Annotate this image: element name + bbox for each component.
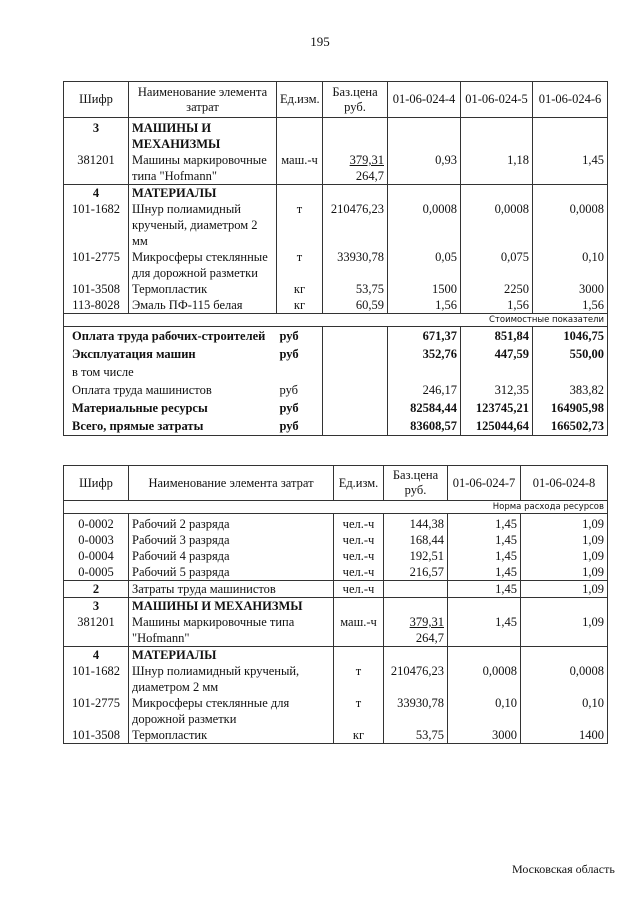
resource-code: 4 xyxy=(64,185,129,202)
norm-value: 1,45 xyxy=(533,152,608,185)
cost-value xyxy=(461,363,533,381)
header-col: 01-06-024-5 xyxy=(461,82,533,118)
header-col: 01-06-024-4 xyxy=(388,82,461,118)
norm-value: 3000 xyxy=(448,727,521,744)
resource-code: 101-3508 xyxy=(64,281,129,297)
cost-value: 447,59 xyxy=(461,345,533,363)
resource-code: 101-1682 xyxy=(64,201,129,249)
unit: чел.-ч xyxy=(334,514,384,533)
cost-row xyxy=(64,363,608,381)
norm-value xyxy=(448,647,521,664)
cost-label: Стоимостные показатели xyxy=(64,314,608,327)
resource-code: 101-1682 xyxy=(64,663,129,695)
norm-value xyxy=(448,598,521,615)
norm-value: 1,09 xyxy=(521,564,608,581)
cost-value: 671,37 xyxy=(388,327,461,346)
base-price xyxy=(384,514,448,533)
cost-name: Всего, прямые затраты xyxy=(64,417,277,436)
cost-value: 83608,57 xyxy=(388,417,461,436)
base-price xyxy=(323,118,388,153)
header-unit: Ед.изм. xyxy=(334,466,384,501)
norm-value xyxy=(521,647,608,664)
table-row xyxy=(64,532,608,548)
table-row xyxy=(64,201,608,249)
unit xyxy=(334,598,384,615)
norm-value: 0,10 xyxy=(448,695,521,727)
table-row xyxy=(64,514,608,533)
table-row xyxy=(64,663,608,695)
resource-code: 0-0002 xyxy=(64,514,129,533)
base-price xyxy=(384,548,448,564)
resource-name: Рабочий 4 разряда xyxy=(129,548,334,564)
resource-code: 113-8028 xyxy=(64,297,129,314)
cost-row xyxy=(64,381,608,399)
cost-row xyxy=(64,417,608,436)
norm-value: 0,0008 xyxy=(533,201,608,249)
norm-value xyxy=(533,118,608,153)
cost-name: Материальные ресурсы xyxy=(64,399,277,417)
cost-value xyxy=(388,363,461,381)
base-price xyxy=(384,727,448,744)
resource-code: 101-3508 xyxy=(64,727,129,744)
norm-value: 1500 xyxy=(388,281,461,297)
norm-value xyxy=(533,185,608,202)
base-price xyxy=(384,614,448,647)
norm-value xyxy=(388,185,461,202)
unit: чел.-ч xyxy=(334,532,384,548)
base-price-empty xyxy=(323,417,388,436)
base-price-value: 33930,78 xyxy=(337,250,384,264)
header-price: Баз.цена руб. xyxy=(323,82,388,118)
norm-value: 1400 xyxy=(521,727,608,744)
resource-name: Машины маркировочные типа "Hofmann" xyxy=(129,614,334,647)
resource-name: Шнур полиамидный крученый, диаметром 2 мм xyxy=(129,663,334,695)
base-price-value: 60,59 xyxy=(355,298,384,312)
norm-label: Норма расхода ресурсов xyxy=(64,501,608,514)
base-price-value: 210476,23 xyxy=(390,664,444,678)
resource-name: МАТЕРИАЛЫ xyxy=(129,647,334,664)
norm-value xyxy=(461,118,533,153)
resource-code: 381201 xyxy=(64,152,129,185)
table-row xyxy=(64,614,608,647)
resource-name: Термопластик xyxy=(129,727,334,744)
base-price xyxy=(384,532,448,548)
base-price xyxy=(323,152,388,185)
cost-unit: руб xyxy=(277,381,323,399)
base-price-value: 210476,23 xyxy=(330,202,384,216)
base-price-value: 144,38 xyxy=(409,517,444,531)
base-price-secondary: 264,7 xyxy=(355,169,384,183)
norm-value: 1,56 xyxy=(461,297,533,314)
cost-label-row xyxy=(64,314,608,327)
norm-value: 0,0008 xyxy=(461,201,533,249)
resource-code: 3 xyxy=(64,598,129,615)
cost-name: Эксплуатация машин xyxy=(64,345,277,363)
norm-value: 1,45 xyxy=(448,532,521,548)
norm-value: 1,09 xyxy=(521,514,608,533)
section-row xyxy=(64,185,608,202)
cost-value: 352,76 xyxy=(388,345,461,363)
resource-name: Микросферы стеклянные для дорожной разметки xyxy=(129,249,277,281)
base-price-value: 216,57 xyxy=(409,565,444,579)
resource-code: 101-2775 xyxy=(64,695,129,727)
unit: маш.-ч xyxy=(334,614,384,647)
norm-value: 0,0008 xyxy=(448,663,521,695)
cost-name: Оплата труда рабочих-строителей xyxy=(64,327,277,346)
resource-code: 381201 xyxy=(64,614,129,647)
norm-value: 1,56 xyxy=(533,297,608,314)
table-row xyxy=(64,581,608,598)
resource-name: Рабочий 2 разряда xyxy=(129,514,334,533)
header-code: Шифр xyxy=(64,466,129,501)
table-row xyxy=(64,695,608,727)
cost-value: 246,17 xyxy=(388,381,461,399)
base-price-secondary: 264,7 xyxy=(415,631,444,645)
resource-name: Микросферы стеклянные для дорожной разметки xyxy=(129,695,334,727)
cost-value: 851,84 xyxy=(461,327,533,346)
table-row xyxy=(64,727,608,744)
norm-value: 1,45 xyxy=(448,581,521,598)
cost-unit: руб xyxy=(277,345,323,363)
cost-value: 166502,73 xyxy=(533,417,608,436)
cost-value: 125044,64 xyxy=(461,417,533,436)
resource-name: МАШИНЫ И МЕХАНИЗМЫ xyxy=(129,118,277,153)
base-price xyxy=(384,663,448,695)
resource-name: Эмаль ПФ-115 белая xyxy=(129,297,277,314)
table-header xyxy=(64,82,608,118)
resource-code: 3 xyxy=(64,118,129,153)
cost-value xyxy=(533,363,608,381)
table-header xyxy=(64,466,608,501)
footer-region: Московская область xyxy=(512,862,615,876)
resource-name: Термопластик xyxy=(129,281,277,297)
norm-value: 1,09 xyxy=(521,581,608,598)
header-code: Шифр xyxy=(64,82,129,118)
resource-name: Рабочий 5 разряда xyxy=(129,564,334,581)
base-price-empty xyxy=(323,381,388,399)
table-row xyxy=(64,297,608,314)
unit: т xyxy=(334,663,384,695)
header-price: Баз.цена руб. xyxy=(384,466,448,501)
unit: т xyxy=(277,249,323,281)
base-price-empty xyxy=(323,345,388,363)
section-row xyxy=(64,647,608,664)
cost-unit xyxy=(277,363,323,381)
unit: чел.-ч xyxy=(334,581,384,598)
norm-value xyxy=(461,185,533,202)
resource-table-2 xyxy=(63,465,608,744)
unit: т xyxy=(277,201,323,249)
unit: кг xyxy=(334,727,384,744)
resource-name: Машины маркировочные типа "Hofmann" xyxy=(129,152,277,185)
cost-value: 123745,21 xyxy=(461,399,533,417)
resource-name: МАТЕРИАЛЫ xyxy=(129,185,277,202)
unit xyxy=(277,185,323,202)
norm-value xyxy=(388,118,461,153)
cost-value: 383,82 xyxy=(533,381,608,399)
base-price xyxy=(384,598,448,615)
base-price-empty xyxy=(323,399,388,417)
resource-name: Шнур полиамидный крученый, диаметром 2 мм xyxy=(129,201,277,249)
header-name: Наименование элемента затрат xyxy=(129,466,334,501)
table-row xyxy=(64,281,608,297)
base-price-value: 379,31 xyxy=(409,615,444,629)
header-col: 01-06-024-8 xyxy=(521,466,608,501)
base-price xyxy=(384,581,448,598)
resource-code: 0-0005 xyxy=(64,564,129,581)
norm-label-row xyxy=(64,501,608,514)
cost-row xyxy=(64,399,608,417)
table-row xyxy=(64,249,608,281)
unit: чел.-ч xyxy=(334,548,384,564)
norm-value: 1,45 xyxy=(448,548,521,564)
norm-value: 1,09 xyxy=(521,614,608,647)
base-price xyxy=(384,695,448,727)
base-price-value: 33930,78 xyxy=(397,696,444,710)
cost-name: Оплата труда машинистов xyxy=(64,381,277,399)
base-price xyxy=(384,647,448,664)
base-price-empty xyxy=(323,363,388,381)
base-price-value: 53,75 xyxy=(355,282,384,296)
base-price xyxy=(323,281,388,297)
cost-unit: руб xyxy=(277,399,323,417)
base-price-value: 168,44 xyxy=(409,533,444,547)
norm-value: 3000 xyxy=(533,281,608,297)
cost-unit: руб xyxy=(277,327,323,346)
unit: кг xyxy=(277,297,323,314)
norm-value: 1,45 xyxy=(448,564,521,581)
header-col: 01-06-024-6 xyxy=(533,82,608,118)
unit: т xyxy=(334,695,384,727)
table-row xyxy=(64,548,608,564)
unit: кг xyxy=(277,281,323,297)
norm-value: 1,45 xyxy=(448,614,521,647)
unit xyxy=(277,118,323,153)
section-row xyxy=(64,598,608,615)
resource-code: 0-0004 xyxy=(64,548,129,564)
base-price-value: 379,31 xyxy=(349,153,384,167)
norm-value: 0,93 xyxy=(388,152,461,185)
cost-name: в том числе xyxy=(64,363,277,381)
resource-code: 101-2775 xyxy=(64,249,129,281)
table-row xyxy=(64,564,608,581)
norm-value: 0,10 xyxy=(533,249,608,281)
resource-name: Рабочий 3 разряда xyxy=(129,532,334,548)
norm-value: 1,18 xyxy=(461,152,533,185)
resource-code: 2 xyxy=(64,581,129,598)
cost-row xyxy=(64,327,608,346)
cost-value: 312,35 xyxy=(461,381,533,399)
norm-value: 0,05 xyxy=(388,249,461,281)
base-price-value: 192,51 xyxy=(409,549,444,563)
norm-value: 2250 xyxy=(461,281,533,297)
resource-name: МАШИНЫ И МЕХАНИЗМЫ xyxy=(129,598,334,615)
resource-code: 0-0003 xyxy=(64,532,129,548)
base-price xyxy=(323,201,388,249)
table-row xyxy=(64,152,608,185)
resource-name: Затраты труда машинистов xyxy=(129,581,334,598)
unit: чел.-ч xyxy=(334,564,384,581)
norm-value: 1,45 xyxy=(448,514,521,533)
base-price-empty xyxy=(323,327,388,346)
cost-value: 550,00 xyxy=(533,345,608,363)
header-name: Наименование элемента затрат xyxy=(129,82,277,118)
norm-value xyxy=(521,598,608,615)
norm-value: 0,0008 xyxy=(388,201,461,249)
header-unit: Ед.изм. xyxy=(277,82,323,118)
cost-row xyxy=(64,345,608,363)
resource-table-1 xyxy=(63,81,608,436)
base-price xyxy=(323,297,388,314)
page-number: 195 xyxy=(310,34,330,49)
cost-value: 82584,44 xyxy=(388,399,461,417)
section-row xyxy=(64,118,608,153)
norm-value: 1,09 xyxy=(521,532,608,548)
norm-value: 1,56 xyxy=(388,297,461,314)
header-col: 01-06-024-7 xyxy=(448,466,521,501)
base-price xyxy=(384,564,448,581)
resource-code: 4 xyxy=(64,647,129,664)
base-price xyxy=(323,249,388,281)
norm-value: 0,10 xyxy=(521,695,608,727)
norm-value: 0,075 xyxy=(461,249,533,281)
cost-unit: руб xyxy=(277,417,323,436)
base-price-value: 53,75 xyxy=(415,728,444,742)
norm-value: 0,0008 xyxy=(521,663,608,695)
unit: маш.-ч xyxy=(277,152,323,185)
unit xyxy=(334,647,384,664)
cost-value: 1046,75 xyxy=(533,327,608,346)
norm-value: 1,09 xyxy=(521,548,608,564)
cost-value: 164905,98 xyxy=(533,399,608,417)
base-price xyxy=(323,185,388,202)
